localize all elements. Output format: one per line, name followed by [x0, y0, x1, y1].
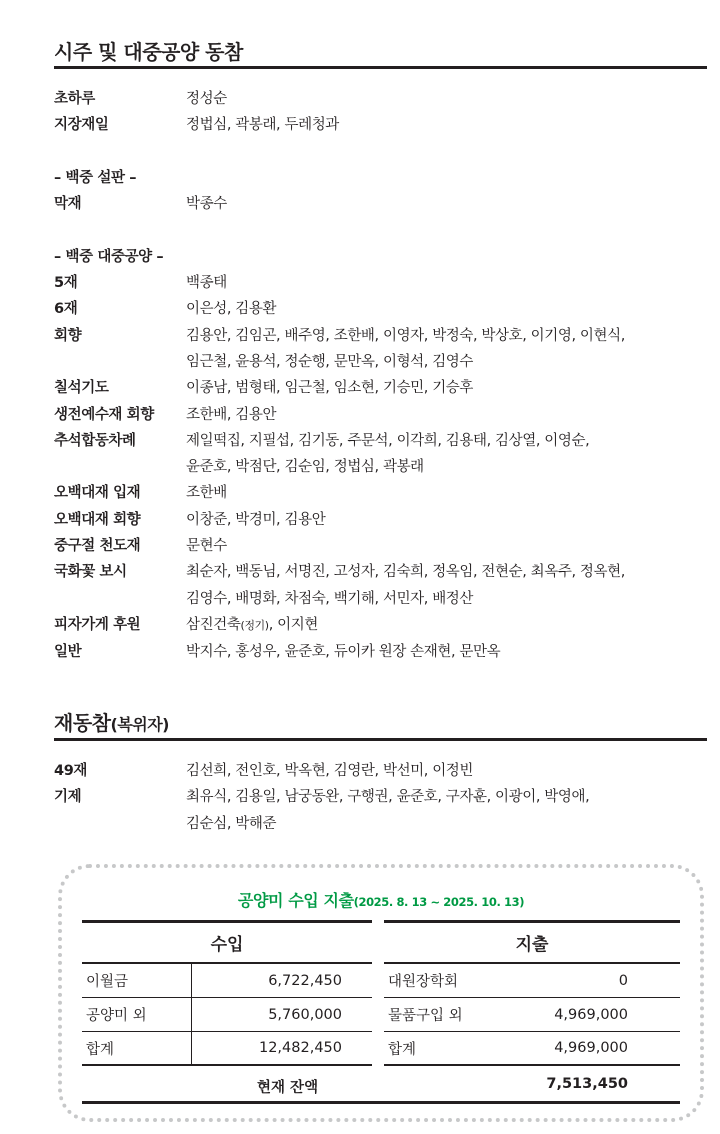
entry-value: 정성순: [186, 91, 227, 107]
entry-row: [54, 758, 704, 784]
expense-label: 대원장학회: [388, 974, 459, 990]
finance-box: [58, 864, 704, 1122]
entry-value: 임근철, 윤용석, 정순행, 문만옥, 이형석, 김영수: [186, 353, 474, 370]
sub-heading-baekjung-gongyang: – 백중 대중공양 –: [54, 248, 164, 265]
donation-list: [54, 86, 704, 666]
entry-value: 김영수, 배명화, 차점숙, 백기해, 서민자, 배정산: [186, 590, 474, 607]
entry-label: 일반: [54, 644, 82, 661]
table-row: [384, 1032, 680, 1066]
entry-label: 5재: [54, 275, 78, 292]
entry-row: [54, 559, 704, 612]
entry-row: [54, 86, 704, 112]
entry-row: [54, 112, 704, 138]
entry-label: 초하루: [54, 91, 95, 107]
entry-row: [54, 428, 704, 481]
entry-row: [54, 612, 704, 639]
expense-value: 0: [618, 972, 628, 989]
entry-label: 지장재일: [54, 117, 109, 134]
table-row: [384, 998, 680, 1032]
income-table: [82, 920, 372, 1066]
entry-label: 오백대재 회향: [54, 511, 141, 528]
entry-value: 김순심, 박해준: [186, 815, 277, 832]
income-value: 6,722,450: [268, 972, 342, 989]
expense-header: 지출: [384, 920, 680, 964]
entry-label: 오백대재 입재: [54, 485, 141, 502]
entry-value: 윤준호, 박점단, 김순임, 정법심, 곽봉래: [186, 459, 424, 476]
balance-row: [82, 1069, 680, 1104]
entry-row: [54, 296, 704, 322]
income-header: 수입: [82, 920, 372, 964]
entry-value: 백종태: [186, 275, 227, 292]
entry-value: 김선희, 전인호, 박옥현, 김영란, 박선미, 이정빈: [186, 763, 474, 779]
expense-value: 4,969,000: [554, 1040, 628, 1056]
expense-value: 4,969,000: [554, 1006, 628, 1023]
entry-row: [54, 533, 704, 559]
entry-row: [54, 639, 704, 665]
entry-row: [54, 323, 704, 376]
entry-value: 최유식, 김용일, 남궁동완, 구행권, 윤준호, 구자훈, 이광이, 박영애,: [186, 789, 590, 806]
section-title-donations: 시주 및 대중공양 동참: [54, 40, 243, 64]
entry-label: 회향: [54, 327, 82, 344]
entry-value: 조한배: [186, 485, 227, 502]
entry-value: 삼진건축(정기), 이지현: [186, 616, 318, 633]
entry-value: 이종남, 범형태, 임근철, 임소현, 기승민, 기승후: [186, 380, 474, 397]
expense-label: 합계: [388, 1041, 417, 1058]
entry-row: [54, 375, 704, 401]
section-title-memorial: 재동참(복위자): [54, 711, 169, 735]
entry-label: 막재: [54, 196, 82, 213]
income-value: 5,760,000: [268, 1006, 342, 1023]
memorial-list: [54, 758, 704, 837]
table-row: [384, 964, 680, 998]
entry-row: [54, 784, 704, 837]
entry-label: 생전예수재 회향: [54, 406, 154, 423]
entry-value: 박지수, 홍성우, 윤준호, 듀이카 원장 손재현, 문만옥: [186, 644, 501, 661]
expense-table: [384, 920, 680, 1066]
entry-label: 기제: [54, 789, 82, 806]
table-row: [82, 998, 372, 1032]
entry-label: 추석합동차례: [54, 432, 136, 449]
entry-value: 정법심, 곽봉래, 두레청과: [186, 117, 339, 134]
finance-title: 공양미 수입 지출(2025. 8. 13 ~ 2025. 10. 13): [237, 891, 525, 910]
sub-heading-baekjung-seolpan: – 백중 설판 –: [54, 169, 137, 186]
entry-value: 이은성, 김용환: [186, 301, 277, 318]
entry-row: [54, 507, 704, 533]
section-rule: [54, 738, 707, 741]
table-row: [82, 1032, 372, 1066]
entry-row: [54, 480, 704, 506]
entry-value: 조한배, 김용안: [186, 406, 277, 423]
entry-row: [54, 402, 704, 428]
entry-value: 이창준, 박경미, 김용안: [186, 511, 326, 528]
entry-value: 문현수: [186, 538, 227, 555]
entry-label: 국화꽃 보시: [54, 564, 127, 581]
income-label: 이월금: [82, 964, 192, 997]
entry-label: 칠석기도: [54, 380, 109, 397]
entry-label: 피자가게 후원: [54, 616, 141, 633]
entry-value: 최순자, 백동님, 서명진, 고성자, 김숙희, 정옥임, 전현순, 최옥주, 정옥현,: [186, 564, 625, 581]
entry-label: 중구절 천도재: [54, 538, 141, 555]
entry-value: 김용안, 김임곤, 배주영, 조한배, 이영자, 박정숙, 박상호, 이기영, 이현식,: [186, 327, 625, 344]
entry-row: [54, 191, 704, 217]
section-rule: [54, 66, 707, 69]
income-label: 공양미 외: [82, 998, 192, 1031]
entry-label: 6재: [54, 301, 78, 318]
entry-row: [54, 270, 704, 296]
balance-value: 7,513,450: [546, 1076, 628, 1092]
expense-label: 물품구입 외: [388, 1008, 463, 1024]
table-row: [82, 964, 372, 998]
entry-value: 박종수: [186, 196, 227, 213]
income-label: 합계: [82, 1032, 192, 1064]
entry-label: 49재: [54, 763, 87, 779]
balance-label: 현재 잔액: [257, 1080, 319, 1096]
income-value: 12,482,450: [258, 1040, 342, 1056]
entry-value: 제일떡집, 지필섭, 김기동, 주문석, 이각희, 김용태, 김상열, 이영순,: [186, 432, 590, 449]
